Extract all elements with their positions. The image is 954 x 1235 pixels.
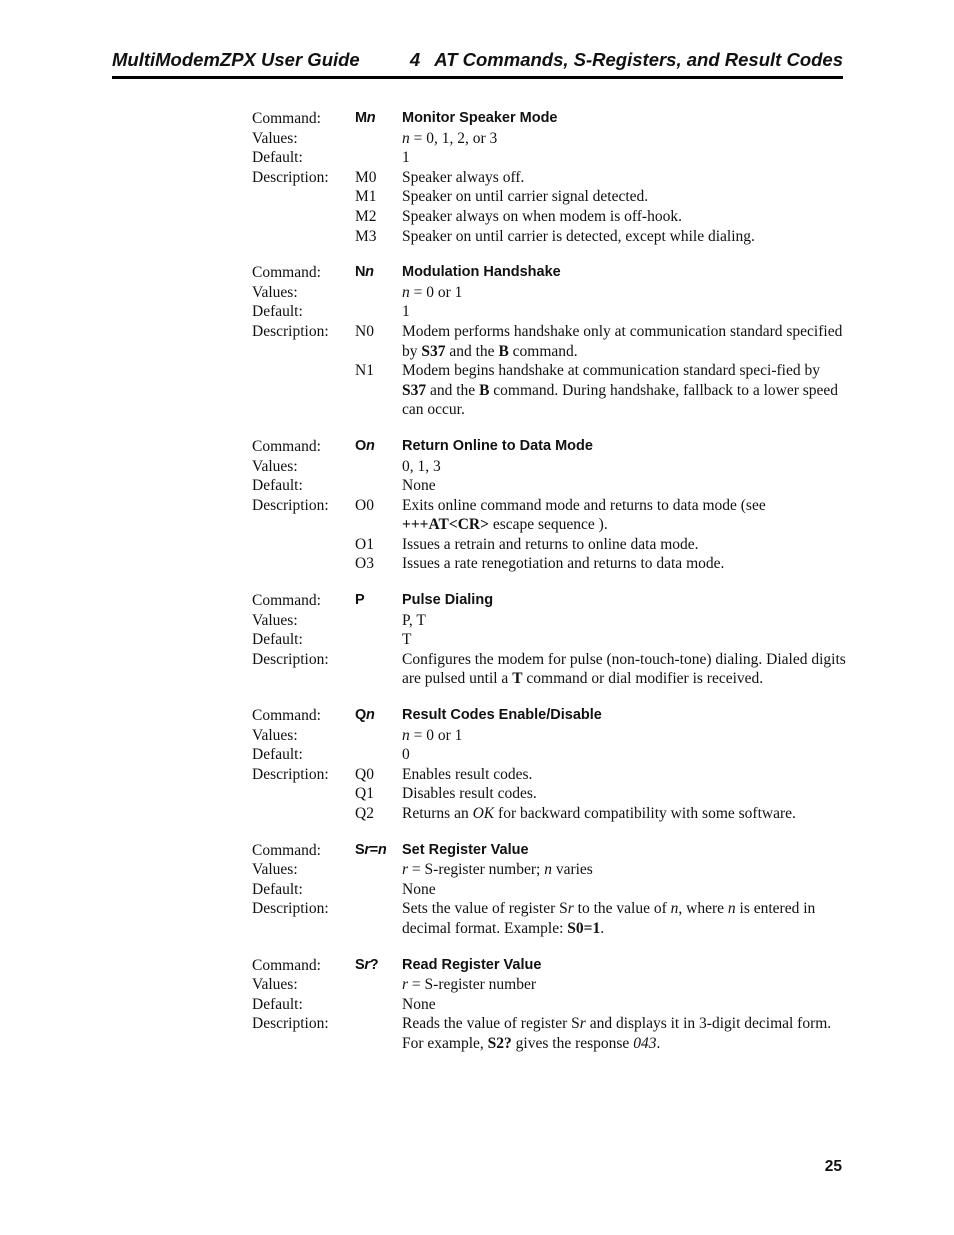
page-number: 25 (824, 1158, 842, 1175)
values-row (252, 611, 852, 631)
description-text: Disables result codes. (402, 785, 537, 803)
description-text: Modem performs handshake only at communication standard specified by S37 and the B command. (402, 322, 843, 360)
default-row (252, 148, 852, 168)
command-label: Command: (252, 264, 321, 282)
description-text: Speaker on until carrier signal detected. (402, 188, 649, 206)
default-label: Default: (252, 631, 303, 649)
command-entry (252, 706, 852, 824)
default-label: Default: (252, 303, 303, 321)
description-label (252, 535, 355, 555)
default-spacer (355, 476, 402, 496)
command-title: Result Codes Enable/Disable (402, 707, 602, 724)
description-row (252, 496, 852, 535)
command-label: Command: (252, 592, 321, 610)
default-row (252, 880, 852, 900)
description-text: Modem begins handshake at communication standard speci-fied by S37 and the B command. During handshake, fallback to a lower speed can occur. (402, 362, 839, 419)
description-code: M0 (355, 168, 377, 186)
command-row (252, 956, 852, 976)
command-entry (252, 841, 852, 939)
values-text: n = 0, 1, 2, or 3 (402, 129, 498, 147)
description-code: O3 (355, 555, 374, 573)
command-label: Command: (252, 841, 321, 859)
description-row (252, 899, 852, 938)
description-label: Description: (252, 168, 329, 186)
chapter-heading (410, 49, 843, 71)
values-text: r = S-register number; n varies (402, 861, 593, 879)
description-text: Speaker on until carrier is detected, except while dialing. (402, 227, 755, 245)
default-row (252, 476, 852, 496)
default-spacer (355, 148, 402, 168)
values-text: n = 0 or 1 (402, 726, 463, 744)
default-text: 1 (402, 303, 410, 321)
values-spacer (355, 129, 402, 149)
values-text: r = S-register number (402, 976, 537, 994)
command-code: Qn (355, 707, 375, 724)
command-row (252, 263, 852, 283)
command-code: Sr? (355, 956, 379, 973)
description-label (252, 804, 355, 824)
command-row (252, 109, 852, 129)
description-row (252, 765, 852, 785)
values-text: P, T (402, 611, 426, 629)
values-row (252, 457, 852, 477)
page-header (112, 48, 843, 79)
default-label: Default: (252, 995, 303, 1013)
description-text: Exits online command mode and returns to data mode (see +++AT<CR> escape sequence ). (402, 496, 766, 534)
default-row (252, 745, 852, 765)
description-label (252, 784, 355, 804)
default-text: None (402, 995, 436, 1013)
command-label: Command: (252, 707, 321, 725)
description-text: Reads the value of register Sr and displays it in 3-digit decimal form. For example, S2? gives the response 043. (402, 1015, 832, 1052)
default-text: T (402, 631, 412, 649)
command-title: Pulse Dialing (402, 592, 494, 609)
description-row (252, 227, 852, 247)
values-label: Values: (252, 283, 298, 301)
description-label (252, 361, 355, 420)
description-code: Q0 (355, 765, 374, 783)
values-spacer (355, 283, 402, 303)
chapter-title: AT Commands, S-Registers, and Result Codes (434, 49, 843, 70)
command-entry (252, 437, 852, 574)
values-label: Values: (252, 726, 298, 744)
default-row (252, 630, 852, 650)
command-label: Command: (252, 956, 321, 974)
description-code: M2 (355, 207, 377, 225)
description-code: N0 (355, 322, 374, 340)
values-row (252, 975, 852, 995)
default-spacer (355, 302, 402, 322)
description-code (355, 1014, 402, 1053)
default-label: Default: (252, 149, 303, 167)
description-row (252, 535, 852, 555)
description-code: M1 (355, 188, 377, 206)
description-text: Returns an OK for backward compatibility with some software. (402, 805, 796, 822)
values-row (252, 860, 852, 880)
description-code: O1 (355, 535, 374, 553)
command-entry (252, 956, 852, 1054)
default-text: None (402, 880, 436, 898)
command-entry (252, 263, 852, 420)
description-label (252, 207, 355, 227)
values-label: Values: (252, 976, 298, 994)
description-row (252, 784, 852, 804)
description-label (252, 227, 355, 247)
command-label: Command: (252, 437, 321, 455)
description-label (252, 554, 355, 574)
description-row (252, 804, 852, 824)
values-text: n = 0 or 1 (402, 283, 463, 301)
command-title: Set Register Value (402, 841, 529, 858)
values-label: Values: (252, 129, 298, 147)
description-code: O0 (355, 496, 374, 514)
values-spacer (355, 860, 402, 880)
description-row (252, 554, 852, 574)
default-row (252, 995, 852, 1015)
command-row (252, 841, 852, 861)
description-text: Enables result codes. (402, 765, 533, 783)
command-title: Return Online to Data Mode (402, 437, 593, 454)
default-label: Default: (252, 477, 303, 495)
description-row (252, 650, 852, 689)
command-entry (252, 591, 852, 689)
command-code: Nn (355, 264, 374, 281)
description-label: Description: (252, 496, 329, 514)
command-title: Modulation Handshake (402, 264, 561, 281)
description-row (252, 361, 852, 420)
description-text: Configures the modem for pulse (non-touch-tone) dialing. Dialed digits are pulsed until a T command or dial modifier is received. (402, 650, 846, 688)
description-label: Description: (252, 322, 329, 340)
values-label: Values: (252, 611, 298, 629)
values-spacer (355, 611, 402, 631)
description-row (252, 187, 852, 207)
description-label (252, 187, 355, 207)
description-label: Description: (252, 900, 329, 918)
guide-title: MultiModemZPX User Guide (112, 49, 360, 70)
values-row (252, 726, 852, 746)
description-code (355, 899, 402, 938)
default-text: None (402, 477, 436, 495)
command-title: Monitor Speaker Mode (402, 110, 558, 126)
description-text: Issues a retrain and returns to online data mode. (402, 535, 699, 553)
values-row (252, 283, 852, 303)
description-text: Issues a rate renegotiation and returns to data mode. (402, 555, 725, 573)
values-text: 0, 1, 3 (402, 457, 441, 475)
default-text: 0 (402, 746, 410, 764)
command-row (252, 591, 852, 611)
values-spacer (355, 457, 402, 477)
description-label: Description: (252, 1015, 329, 1033)
command-entry (252, 109, 852, 246)
command-row (252, 437, 852, 457)
command-code: Sr=n (355, 841, 387, 858)
command-title: Read Register Value (402, 956, 542, 973)
default-row (252, 302, 852, 322)
default-label: Default: (252, 880, 303, 898)
command-label: Command: (252, 110, 321, 127)
values-spacer (355, 975, 402, 995)
default-spacer (355, 745, 402, 765)
default-label: Default: (252, 746, 303, 764)
description-code: M3 (355, 227, 377, 245)
chapter-number: 4 (409, 49, 421, 70)
description-row (252, 168, 852, 188)
description-code: N1 (355, 362, 374, 380)
default-text: 1 (402, 149, 410, 167)
description-text: Speaker always off. (402, 168, 525, 186)
description-code (355, 650, 402, 689)
values-row (252, 129, 852, 149)
description-text: Sets the value of register Sr to the value of n, where n is entered in decimal format. Example: S0=1. (402, 900, 816, 937)
default-spacer (355, 630, 402, 650)
description-row (252, 322, 852, 361)
description-code: Q2 (355, 805, 374, 822)
values-label: Values: (252, 861, 298, 879)
command-row (252, 706, 852, 726)
description-code: Q1 (355, 785, 374, 803)
command-code: On (355, 437, 375, 454)
command-code: P (355, 592, 365, 609)
description-row (252, 207, 852, 227)
description-label: Description: (252, 650, 329, 668)
default-spacer (355, 880, 402, 900)
values-label: Values: (252, 457, 298, 475)
values-spacer (355, 726, 402, 746)
command-entries (252, 109, 852, 1071)
default-spacer (355, 995, 402, 1015)
description-label: Description: (252, 765, 329, 783)
description-text: Speaker always on when modem is off-hook. (402, 207, 682, 225)
command-code: Mn (355, 110, 376, 126)
description-row (252, 1014, 852, 1053)
